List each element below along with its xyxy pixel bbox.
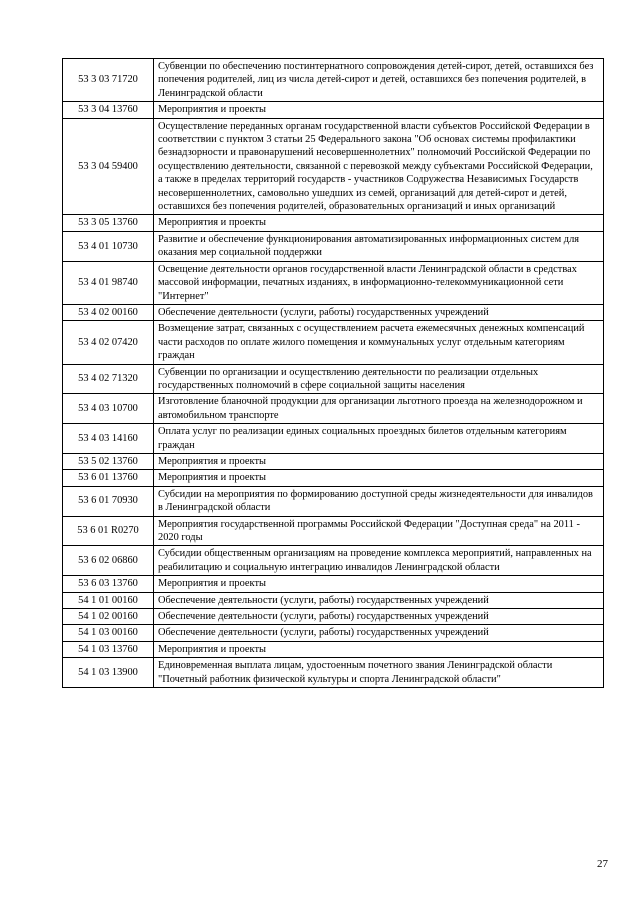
table-row bbox=[63, 231, 604, 261]
table-row bbox=[63, 625, 604, 641]
target-article-code: 54 1 03 13900 bbox=[63, 658, 154, 688]
budget-classification-table bbox=[62, 58, 604, 688]
target-article-code: 53 3 03 71720 bbox=[63, 59, 154, 102]
target-article-description: Возмещение затрат, связанных с осуществлением расчета ежемесячных денежных компенсаций части расходов по оплате жилого помещения и коммунальных услуг отдельным категориям граждан bbox=[154, 321, 604, 364]
target-article-description: Освещение деятельности органов государственной власти Ленинградской области в средствах массовой информации, печатных изданиях, в информационно-телекоммуникационной сети "Интернет" bbox=[154, 261, 604, 304]
target-article-description: Субсидии на мероприятия по формированию доступной среды жизнедеятельности для инвалидов в Ленинградской области bbox=[154, 486, 604, 516]
table-row bbox=[63, 609, 604, 625]
target-article-description: Мероприятия и проекты bbox=[154, 453, 604, 469]
budget-classification-table-wrapper bbox=[62, 58, 604, 688]
target-article-code: 53 4 02 07420 bbox=[63, 321, 154, 364]
target-article-code: 53 4 03 10700 bbox=[63, 394, 154, 424]
target-article-code: 53 3 04 13760 bbox=[63, 102, 154, 118]
page-number: 27 bbox=[597, 858, 608, 870]
target-article-description: Субвенции по организации и осуществлению деятельности по реализации отдельных государственных полномочий в сфере социальной защиты населения bbox=[154, 364, 604, 394]
table-row bbox=[63, 261, 604, 304]
target-article-description: Оплата услуг по реализации единых социальных проездных билетов отдельным категориям граждан bbox=[154, 424, 604, 454]
target-article-description: Мероприятия государственной программы Российской Федерации "Доступная среда" на 2011 - 2020 годы bbox=[154, 516, 604, 546]
target-article-description: Мероприятия и проекты bbox=[154, 215, 604, 231]
table-row bbox=[63, 592, 604, 608]
table-row bbox=[63, 576, 604, 592]
target-article-description: Обеспечение деятельности (услуги, работы) государственных учреждений bbox=[154, 304, 604, 320]
target-article-description: Субсидии общественным организациям на проведение комплекса мероприятий, направленных на реабилитацию и социальную интеграцию инвалидов Ленинградской области bbox=[154, 546, 604, 576]
target-article-description: Мероприятия и проекты bbox=[154, 576, 604, 592]
table-row bbox=[63, 59, 604, 102]
target-article-description: Обеспечение деятельности (услуги, работы) государственных учреждений bbox=[154, 592, 604, 608]
table-row bbox=[63, 424, 604, 454]
target-article-description: Осуществление переданных органам государственной власти субъектов Российской Федерации в соответствии с пунктом 3 статьи 25 Федерального закона "Об основах системы профилактики безнадзорности и правонарушений несовершеннолетних" полномочий Российской Федерации по осуществлению деятельности, связанной с перевозкой между субъектами Российской Федерации, а также в пределах территорий государств - участников Содружества Независимых Государств несовершеннолетних, самовольно ушедших из семей, организаций для детей-сирот и детей, оставшихся без попечения родителей, образовательных организаций и иных организаций bbox=[154, 118, 604, 215]
table-row bbox=[63, 546, 604, 576]
target-article-description: Развитие и обеспечение функционирования автоматизированных информационных систем для оказания мер социальной поддержки bbox=[154, 231, 604, 261]
table-row bbox=[63, 321, 604, 364]
table-row bbox=[63, 486, 604, 516]
table-row bbox=[63, 364, 604, 394]
target-article-code: 53 4 03 14160 bbox=[63, 424, 154, 454]
target-article-description: Единовременная выплата лицам, удостоенным почетного звания Ленинградской области "Почетный работник физической культуры и спорта Ленинградской области" bbox=[154, 658, 604, 688]
table-row bbox=[63, 118, 604, 215]
table-row bbox=[63, 516, 604, 546]
target-article-description: Изготовление бланочной продукции для организации льготного проезда на железнодорожном и автомобильном транспорте bbox=[154, 394, 604, 424]
table-body bbox=[63, 59, 604, 688]
target-article-description: Обеспечение деятельности (услуги, работы) государственных учреждений bbox=[154, 609, 604, 625]
target-article-description: Субвенции по обеспечению постинтернатного сопровождения детей-сирот, детей, оставшихся без попечения родителей, лиц из числа детей-сирот и детей, оставшихся без попечения родителей, в Ленинградской области bbox=[154, 59, 604, 102]
target-article-description: Мероприятия и проекты bbox=[154, 102, 604, 118]
target-article-code: 53 6 03 13760 bbox=[63, 576, 154, 592]
target-article-code: 53 6 01 R0270 bbox=[63, 516, 154, 546]
target-article-code: 54 1 03 00160 bbox=[63, 625, 154, 641]
target-article-code: 53 3 05 13760 bbox=[63, 215, 154, 231]
target-article-code: 53 4 02 71320 bbox=[63, 364, 154, 394]
target-article-code: 54 1 01 00160 bbox=[63, 592, 154, 608]
table-row bbox=[63, 470, 604, 486]
table-row bbox=[63, 641, 604, 657]
target-article-description: Обеспечение деятельности (услуги, работы) государственных учреждений bbox=[154, 625, 604, 641]
target-article-code: 53 6 01 13760 bbox=[63, 470, 154, 486]
table-row bbox=[63, 102, 604, 118]
target-article-code: 54 1 02 00160 bbox=[63, 609, 154, 625]
table-row bbox=[63, 394, 604, 424]
table-row bbox=[63, 658, 604, 688]
target-article-code: 53 4 02 00160 bbox=[63, 304, 154, 320]
target-article-code: 54 1 03 13760 bbox=[63, 641, 154, 657]
target-article-description: Мероприятия и проекты bbox=[154, 641, 604, 657]
target-article-code: 53 6 01 70930 bbox=[63, 486, 154, 516]
table-row bbox=[63, 453, 604, 469]
target-article-code: 53 4 01 98740 bbox=[63, 261, 154, 304]
target-article-code: 53 5 02 13760 bbox=[63, 453, 154, 469]
table-row bbox=[63, 304, 604, 320]
table-row bbox=[63, 215, 604, 231]
target-article-code: 53 3 04 59400 bbox=[63, 118, 154, 215]
target-article-code: 53 4 01 10730 bbox=[63, 231, 154, 261]
target-article-code: 53 6 02 06860 bbox=[63, 546, 154, 576]
target-article-description: Мероприятия и проекты bbox=[154, 470, 604, 486]
